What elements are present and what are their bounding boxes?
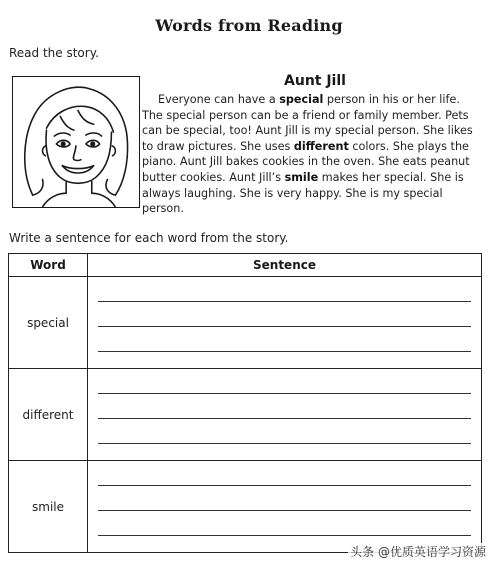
write-instruction: Write a sentence for each word from the story. [9,231,289,245]
story-text [142,92,478,217]
writing-line[interactable] [98,510,471,511]
vocabulary-table [8,253,482,553]
word-cell: different [9,369,88,461]
story-text-segment: person in his or her life. The special person can be a friend or family member. Pets can be special, too! Aunt Jill is my special person. She likes to draw pictures. She uses [142,93,473,153]
table-row [9,369,482,461]
word-cell: smile [9,461,88,553]
writing-line[interactable] [98,351,471,352]
writing-line[interactable] [98,393,471,394]
writing-line[interactable] [98,485,471,486]
table-row [9,461,482,553]
story-text-segment: Everyone can have a [158,93,280,106]
story-title: Aunt Jill [284,73,346,89]
column-header-word: Word [9,254,88,277]
table-row [9,277,482,369]
story-text-segment: makes her special. She is always laughing. She is very happy. She is my special person. [142,170,464,216]
writing-line[interactable] [98,301,471,302]
sentence-writing-area[interactable] [88,461,482,553]
writing-line[interactable] [98,418,471,419]
column-header-sentence: Sentence [88,254,482,277]
story-text-segment: colors. She plays the piano. Aunt Jill bakes cookies in the oven. She eats peanut butter cookies. Aunt Jill’s [142,139,470,184]
vocabulary-word: special [279,93,324,106]
vocabulary-word: smile [284,170,319,184]
sentence-writing-area[interactable] [88,369,482,461]
table-header-row [9,254,482,277]
vocabulary-word: different [293,139,349,153]
writing-line[interactable] [98,443,471,444]
writing-line[interactable] [98,535,471,536]
aunt-jill-portrait [12,76,140,208]
worksheet-title: Words from Reading [155,16,343,35]
writing-line[interactable] [98,326,471,327]
watermark-text: 头条 @优质英语学习资源 [350,545,486,559]
word-cell: special [9,277,88,369]
read-instruction: Read the story. [9,46,99,60]
sentence-writing-area[interactable] [88,277,482,369]
